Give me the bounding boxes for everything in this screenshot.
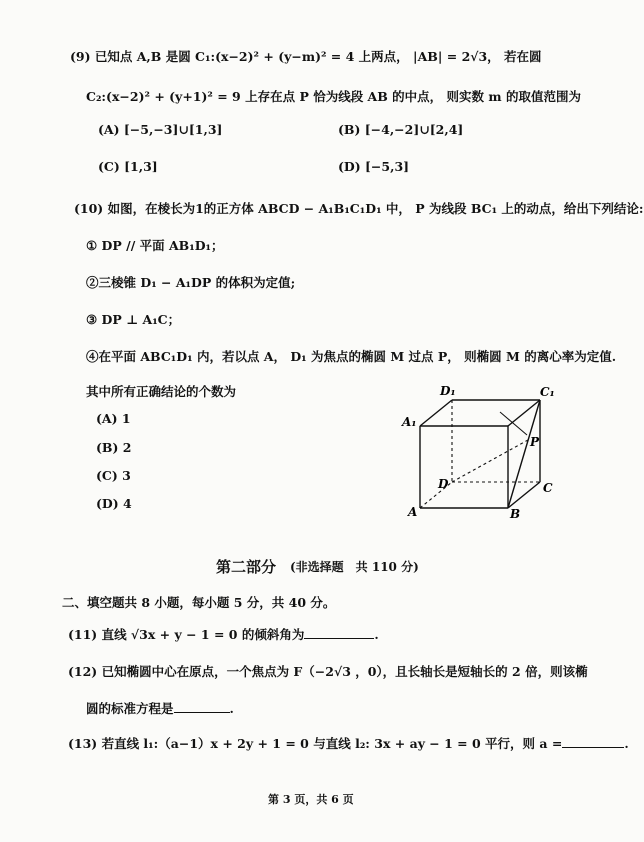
q11-answer-blank bbox=[304, 626, 374, 639]
page-footer: 第 3 页，共 6 页 bbox=[268, 793, 354, 806]
label-c1: C₁ bbox=[540, 385, 555, 399]
q12-answer-blank bbox=[174, 700, 230, 713]
q10-option-c: (C) 3 bbox=[96, 468, 131, 483]
q9-option-b: (B) [−4,−2]∪[2,4] bbox=[338, 122, 464, 137]
q10-option-a: (A) 1 bbox=[96, 411, 131, 426]
label-d: D bbox=[438, 477, 449, 491]
part2-subtitle: (非选择题 共 110 分) bbox=[290, 560, 419, 574]
cube-figure bbox=[400, 380, 560, 520]
q13-answer-blank bbox=[562, 735, 624, 748]
q12-end: . bbox=[229, 701, 234, 716]
label-a: A bbox=[408, 505, 418, 519]
q11-text: (11) 直线 √3x + y − 1 = 0 的倾斜角为 bbox=[68, 627, 305, 642]
q9-stem-line1: (9) 已知点 A,B 是圆 C₁:(x−2)² + (y−m)² = 4 上两点， |AB| = 2√3， 若在圆 bbox=[70, 49, 542, 64]
part2-title: 第二部分 bbox=[216, 558, 277, 576]
q13-text: (13) 若直线 l₁:（a−1）x + 2y + 1 = 0 与直线 l₂: 3x + ay − 1 = 0 平行，则 a = bbox=[68, 736, 563, 751]
q10-option-d: (D) 4 bbox=[96, 496, 132, 511]
label-c: C bbox=[543, 481, 553, 495]
section2-instructions: 二、填空题共 8 小题，每小题 5 分，共 40 分。 bbox=[62, 595, 336, 610]
label-p: P bbox=[530, 435, 540, 449]
label-a1: A₁ bbox=[402, 415, 417, 429]
q10-option-b: (B) 2 bbox=[96, 440, 132, 455]
q9-option-c: (C) [1,3] bbox=[98, 159, 158, 174]
q11-end: . bbox=[374, 627, 379, 642]
label-d1: D₁ bbox=[440, 384, 456, 398]
q13-end: . bbox=[624, 736, 629, 751]
q11 bbox=[68, 625, 379, 643]
q10-stem: (10) 如图，在棱长为1的正方体 ABCD − A₁B₁C₁D₁ 中， P 为线段 BC₁ 上的动点，给出下列结论: bbox=[74, 201, 644, 216]
q10-statement-2: ②三棱锥 D₁ − A₁DP 的体积为定值; bbox=[86, 275, 296, 290]
q10-question: 其中所有正确结论的个数为 bbox=[86, 384, 237, 399]
q9-option-a: (A) [−5,−3]∪[1,3] bbox=[98, 122, 223, 137]
label-b: B bbox=[510, 507, 521, 521]
q12-line1: (12) 已知椭圆中心在原点，一个焦点为 F（−2√3 ，0），且长轴长是短轴长的 2 倍，则该椭 bbox=[68, 664, 588, 679]
q9-stem-line2: C₂:(x−2)² + (y+1)² = 9 上存在点 P 恰为线段 AB 的中点， 则实数 m 的取值范围为 bbox=[86, 89, 581, 104]
q10-statement-4: ④在平面 ABC₁D₁ 内，若以点 A， D₁ 为焦点的椭圆 M 过点 P， 则椭圆 M 的离心率为定值. bbox=[86, 349, 617, 364]
q13 bbox=[68, 734, 629, 752]
q10-statement-1: ① DP // 平面 AB₁D₁； bbox=[86, 238, 224, 253]
q12-line2 bbox=[86, 699, 234, 717]
q10-statement-3: ③ DP ⊥ A₁C； bbox=[86, 312, 181, 327]
q12-line2-text: 圆的标准方程是 bbox=[86, 701, 174, 716]
q9-option-d: (D) [−5,3] bbox=[338, 159, 410, 174]
